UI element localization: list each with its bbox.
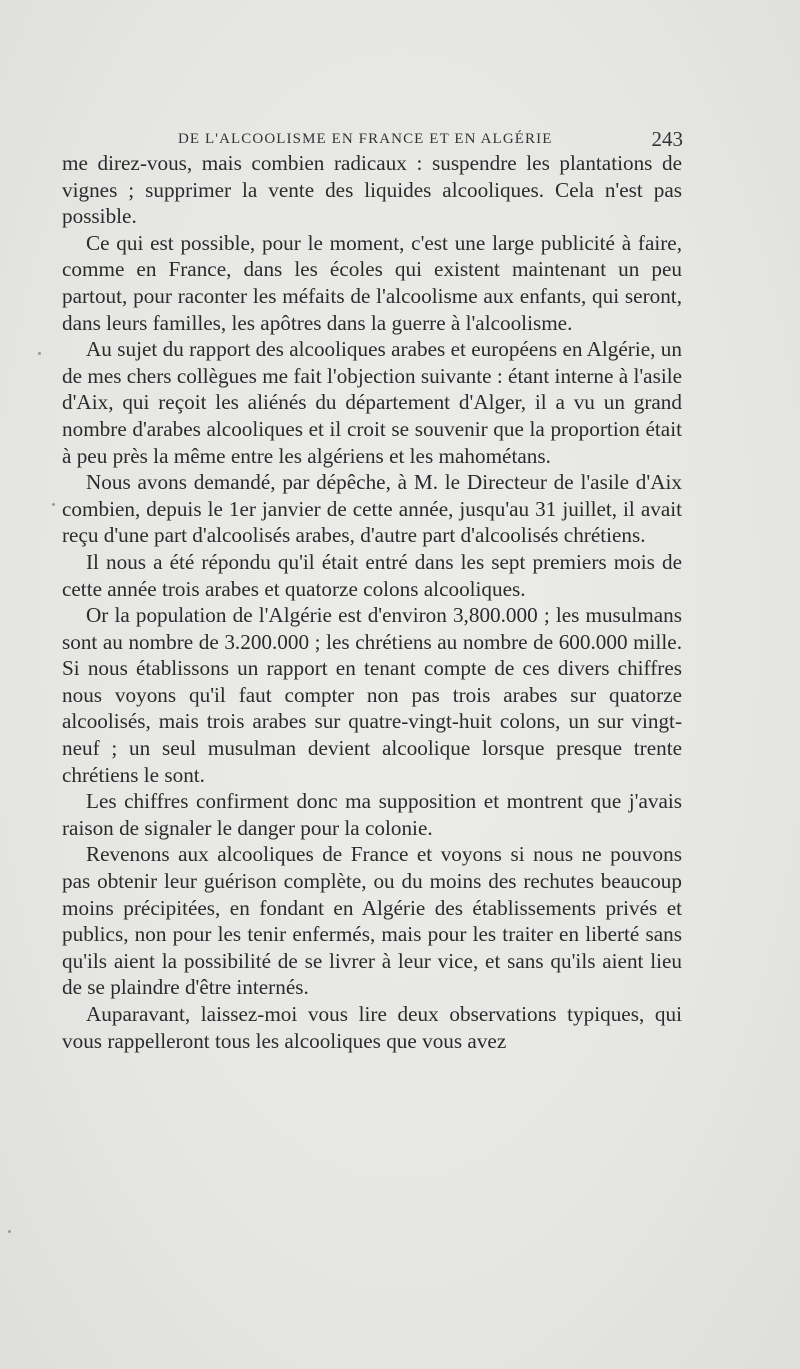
paragraph: Or la population de l'Algérie est d'environ 3,800.000 ; les musulmans sont au nombre de 3.200.000 ; les chrétiens au nombre de 600.000 mille. Si nous établissons un rapport en tenant compte de ces divers chiffres nous voyons qu'il faut compter non pas trois arabes sur quatorze alcoolisés, mais trois arabes sur quatre-vingt-huit colons, un sur vingt-neuf ; un seul musulman devient alcoolique lorsque presque trente chrétiens le sont. (62, 603, 682, 787)
paragraph: Au sujet du rapport des alcooliques arabes et européens en Algérie, un de mes chers collègues me fait l'objection suivante : étant interne à l'asile d'Aix, qui reçoit les aliénés du département d'Alger, il a vu un grand nombre d'arabes alcooliques et il croit se souvenir que la proportion était à peu près la même entre les algériens et les mahométans. (62, 337, 682, 468)
paragraph: me direz-vous, mais combien radicaux : suspendre les plantations de vignes ; supprimer la vente des liquides alcooliques. Cela n'est pas possible. (62, 151, 682, 229)
page-header (178, 127, 683, 151)
paragraph: Les chiffres confirment donc ma supposition et montrent que j'avais raison de signaler le danger pour la colonie. (62, 789, 682, 840)
paper-speck (38, 352, 41, 355)
paragraph: Revenons aux alcooliques de France et voyons si nous ne pouvons pas obtenir leur guérison complète, ou du moins des rechutes beaucoup moins précipitées, en fondant en Algérie des établissements privés et publics, non pour les tenir enfermés, mais pour les traiter en liberté sans qu'ils aient la possibilité de se livrer à leur vice, et sans qu'ils aient lieu de se plaindre d'être internés. (62, 842, 682, 1000)
paper-speck (52, 503, 55, 506)
paragraph: Ce qui est possible, pour le moment, c'est une large publicité à faire, comme en France, dans les écoles qui existent maintenant un peu partout, pour raconter les méfaits de l'alcoolisme aux enfants, qui seront, dans leurs familles, les apôtres dans la guerre à l'alcoolisme. (62, 230, 682, 335)
page-number: 243 (651, 127, 683, 151)
running-head: DE L'ALCOOLISME EN FRANCE ET EN ALGÉRIE (178, 131, 553, 147)
paragraph: Il nous a été répondu qu'il était entré dans les sept premiers mois de cette année trois arabes et quatorze colons alcooliques. (62, 549, 682, 601)
paragraph: Nous avons demandé, par dépêche, à M. le Directeur de l'asile d'Aix combien, depuis le 1er janvier de cette année, jusqu'au 31 juillet, il avait reçu d'une part d'alcoolisés arabes, d'autre part d'alcoolisés chrétiens. (62, 470, 682, 548)
paragraph: Auparavant, laissez-moi vous lire deux observations typiques, qui vous rappelleront tous les alcooliques que vous avez (62, 1002, 682, 1053)
body-text (62, 150, 682, 1054)
paper-speck (8, 1230, 11, 1233)
